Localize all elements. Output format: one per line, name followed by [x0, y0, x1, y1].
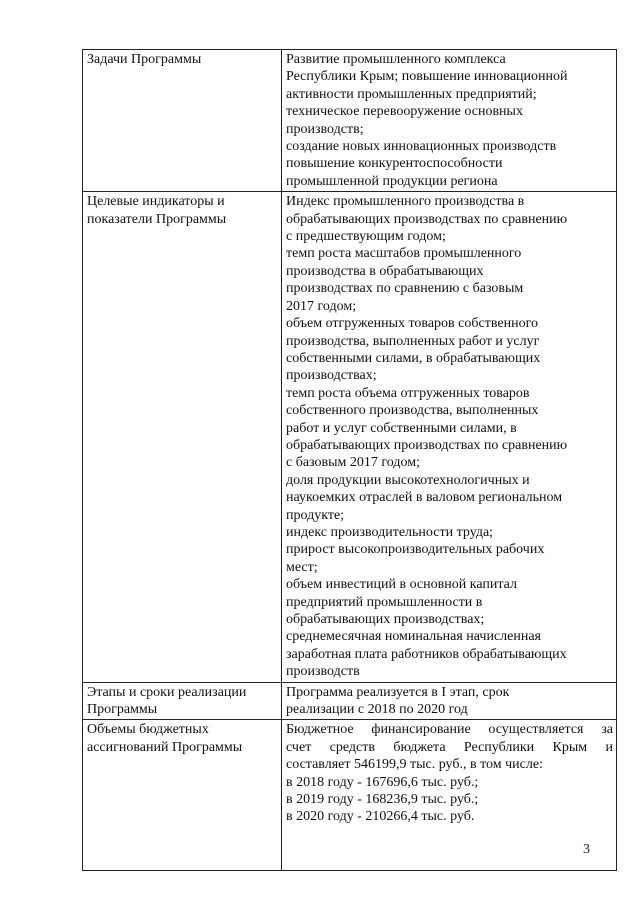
value-line: обрабатывающих производствах по сравнению	[286, 211, 568, 227]
row-label-budget	[83, 720, 282, 871]
value-line: Бюджетное финансирование осуществляется за	[286, 722, 613, 738]
value-line: объем инвестиций в основной капитал	[286, 577, 517, 593]
value-line: наукоемких отраслей в валовом региональном	[286, 490, 563, 506]
label-line: ассигнований Программы	[87, 739, 243, 755]
value-line: с предшествующим годом;	[286, 229, 446, 245]
value-line: Республики Крым; повышение инновационной	[286, 69, 568, 85]
value-line: обрабатывающих производствах;	[286, 612, 485, 627]
value-line: производства, выполненных работ и услуг	[286, 333, 540, 349]
value-line: в 2019 году - 168236,9 тыс. руб.;	[286, 792, 479, 808]
value-line: предприятий промышленности в	[286, 594, 483, 610]
value-line: реализации с 2018 по 2020 год	[286, 702, 468, 718]
row-label-stages	[83, 682, 282, 720]
value-line: производствах по сравнению с базовым	[286, 281, 524, 297]
value-line: доля продукции высокотехнологичных и	[286, 472, 530, 488]
value-line: Развитие промышленного комплекса	[286, 52, 506, 67]
value-line: объем отгруженных товаров собственного	[286, 316, 538, 332]
row-value-indicators	[282, 192, 617, 682]
label-line: Этапы и сроки реализации	[87, 684, 247, 700]
label-line: Целевые индикаторы и	[87, 194, 225, 210]
row-value-budget	[282, 720, 617, 871]
value-line: прирост высокопроизводительных рабочих	[286, 542, 545, 558]
table-row-stages	[83, 682, 617, 720]
value-line: темп роста объема отгруженных товаров	[286, 385, 530, 401]
value-line: производств	[286, 664, 360, 680]
value-line: индекс производительности труда;	[286, 524, 494, 540]
value-line: темп роста масштабов промышленного	[286, 246, 522, 262]
value-line: производствах;	[286, 368, 377, 384]
value-line: в 2018 году - 167696,6 тыс. руб.;	[286, 774, 479, 790]
value-line: создание новых инновационных производств	[286, 139, 557, 155]
value-line: в 2020 году - 210266,4 тыс. руб.	[286, 809, 475, 825]
value-line: составляет 546199,9 тыс. руб., в том числе:	[286, 757, 543, 773]
value-line: 2017 годом;	[286, 298, 357, 314]
value-line: мест;	[286, 559, 318, 575]
value-line: производств;	[286, 121, 364, 137]
label-line: Объемы бюджетных	[87, 722, 209, 738]
page-number: 3	[583, 842, 590, 857]
value-line: работ и услуг собственными силами, в	[286, 420, 517, 436]
program-passport-table	[82, 49, 617, 871]
value-line: производства в обрабатывающих	[286, 263, 484, 279]
value-line: обрабатывающих производствах по сравнению	[286, 437, 568, 453]
value-line: Индекс промышленного производства в	[286, 194, 525, 210]
value-line: собственными силами, в обрабатывающих	[286, 350, 541, 366]
label-line: Задачи Программы	[87, 52, 202, 67]
value-line: счет средств бюджета Республики Крым и	[286, 739, 613, 755]
table-row-budget	[83, 720, 617, 871]
value-line: активности промышленных предприятий;	[286, 86, 537, 102]
row-label-tasks	[83, 50, 282, 192]
value-line: заработная плата работников обрабатывающих	[286, 646, 567, 662]
label-line: показатели Программы	[87, 211, 227, 227]
value-line: техническое перевооружение основных	[286, 104, 523, 120]
value-line: Программа реализуется в I этап, срок	[286, 684, 510, 700]
value-line: промышленной продукции региона	[286, 173, 498, 189]
table-row-tasks	[83, 50, 617, 192]
value-line: повышение конкурентоспособности	[286, 156, 503, 172]
label-line: Программы	[87, 702, 158, 718]
value-line: собственного производства, выполненных	[286, 403, 539, 419]
row-label-indicators	[83, 192, 282, 682]
value-line: с базовым 2017 годом;	[286, 455, 420, 471]
row-value-tasks	[282, 50, 617, 192]
table-row-indicators	[83, 192, 617, 682]
value-line: среднемесячная номинальная начисленная	[286, 629, 541, 645]
row-value-stages	[282, 682, 617, 720]
value-line: продукте;	[286, 507, 345, 523]
